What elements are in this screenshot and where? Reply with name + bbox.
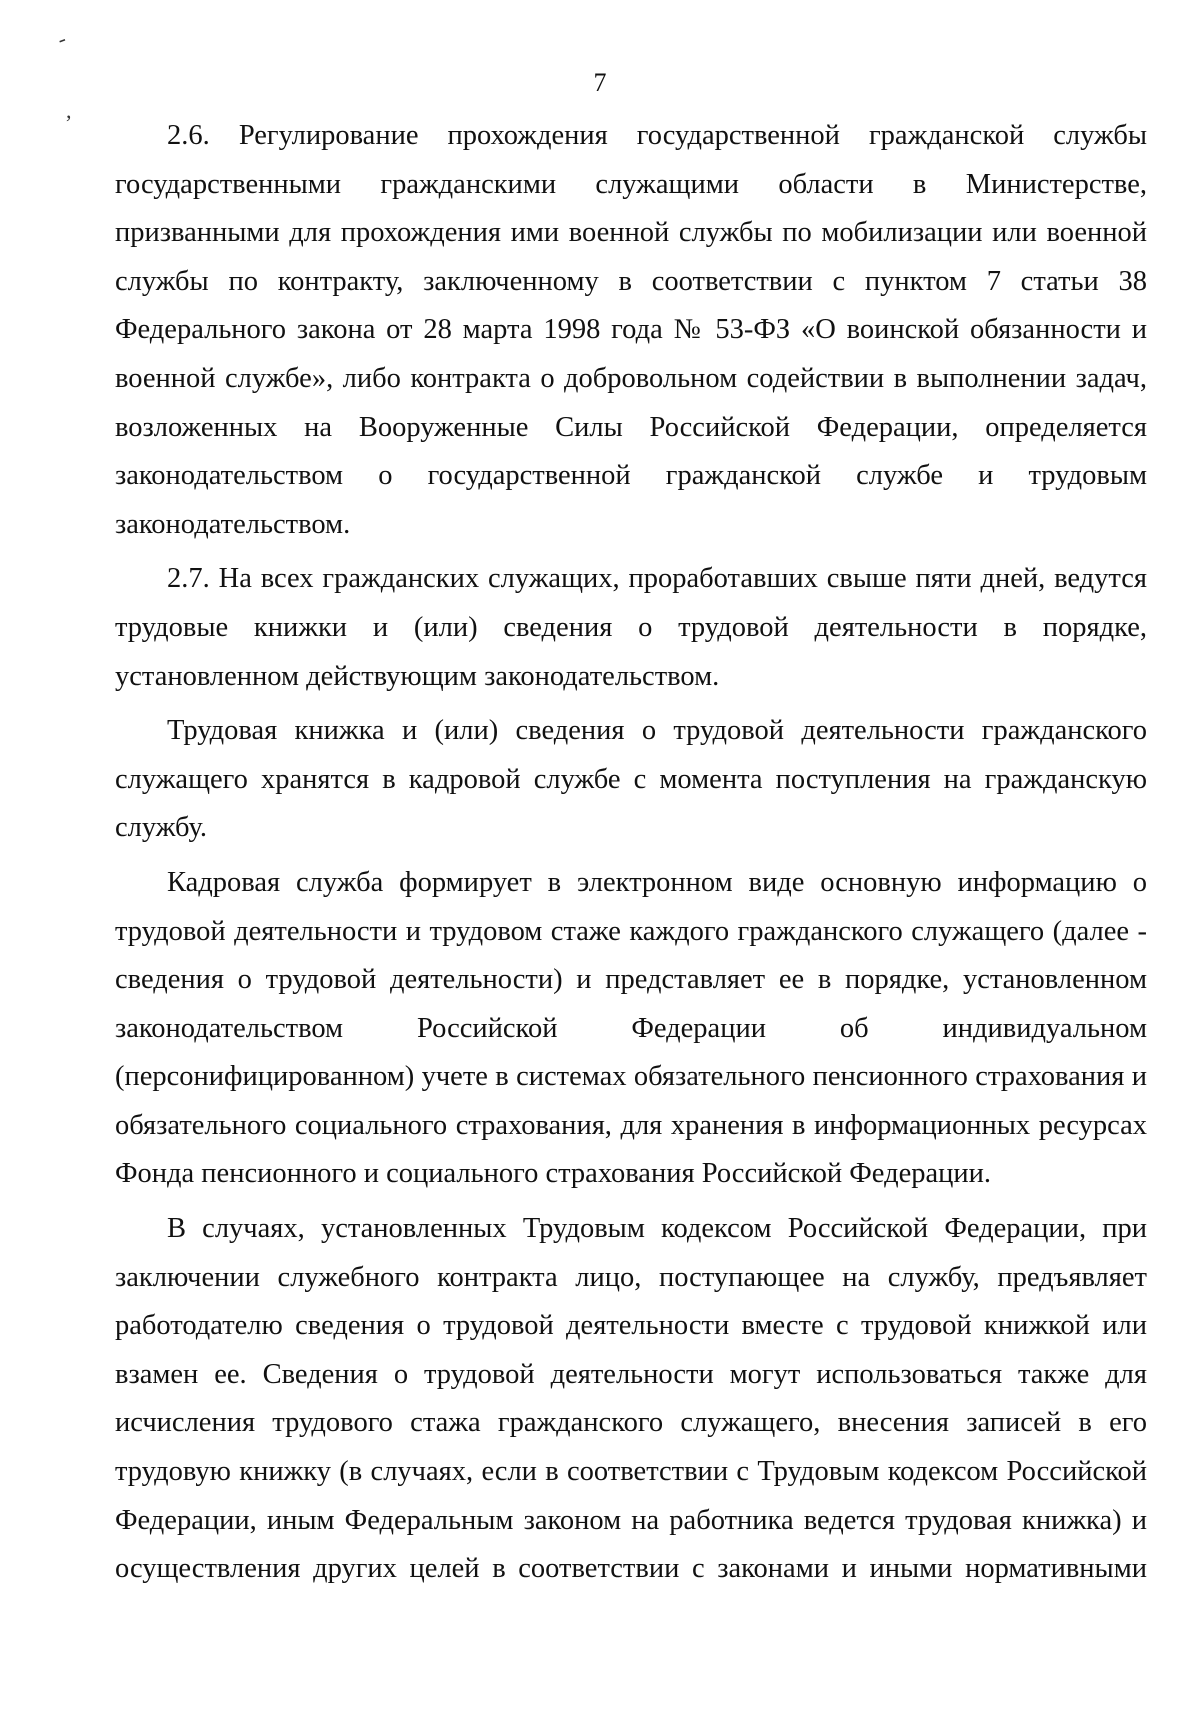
paragraph-hr-electronic-records: Кадровая служба формирует в электронном виде основную информацию о трудовой деятельности и трудовом стаже каждого гражданского служащего (далее - сведения о трудовой деятельности) и представляет ее в порядке, установленном законодательством Российской Федерации об индивидуальном (персонифицированном) учете в системах обязательного пенсионного страхования и обязательного социального страхования, для хранения в информационных ресурсах Фонда пенсионного и социального страхования Российской Федерации.: [115, 866, 1147, 1190]
scan-artifact-mark: -: [53, 25, 70, 52]
paragraph-2-7: 2.7. На всех гражданских служащих, проработавших свыше пяти дней, ведутся трудовые книжки и (или) сведения о трудовой деятельности в порядке, установленном действующим законодательством.: [115, 563, 1147, 692]
paragraph-work-book-storage: Трудовая книжка и (или) сведения о трудовой деятельности гражданского служащего хранятся в кадровой службе с момента поступления на гражданскую службу.: [115, 715, 1147, 844]
page-number: 7: [593, 68, 607, 97]
document-body: [115, 112, 1147, 1600]
paragraph-labor-code-cases: В случаях, установленных Трудовым кодексом Российской Федерации, при заключении служебного контракта лицо, поступающее на службу, предъявляет работодателю сведения о трудовой деятельности вместе с трудовой книжкой или взамен ее. Сведения о трудовой деятельности могут использоваться также для исчисления трудового стажа гражданского служащего, внесения записей в его трудовую книжку (в случаях, если в соответствии с Трудовым кодексом Российской Федерации, иным Федеральным законом на работника ведется трудовая книжка) и осуществления других целей в соответствии с законами и иными нормативными: [115, 1213, 1147, 1585]
paragraph-2-6: 2.6. Регулирование прохождения государственной гражданской службы государственными гражданскими служащими области в Министерстве, призванными для прохождения ими военной службы по мобилизации или военной службы по контракту, заключенному в соответствии с пунктом 7 статьи 38 Федерального закона от 28 марта 1998 года № 53-ФЗ «О воинской обязанности и военной службе», либо контракта о добровольном содействии в выполнении задач, возложенных на Вооруженные Силы Российской Федерации, определяется законодательством о государственной гражданской службе и трудовым законодательством.: [115, 120, 1147, 540]
scan-artifact-mark: ,: [66, 98, 72, 123]
